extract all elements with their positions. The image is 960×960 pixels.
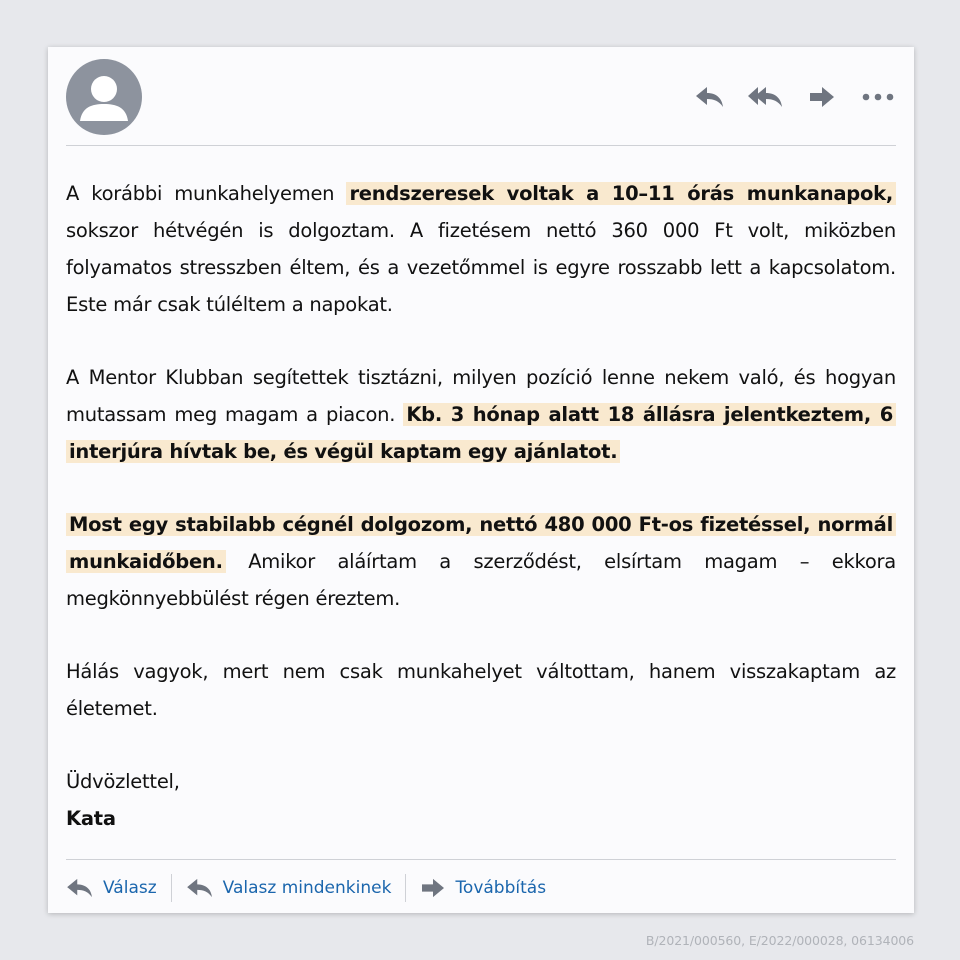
footer-actions — [66, 873, 546, 903]
header-actions — [692, 81, 896, 113]
forward-icon[interactable] — [804, 81, 840, 113]
highlight: Most egy stabilabb cégnél dolgozom, nettó 480 000 Ft-os fizetéssel, normál munkaidőben. — [66, 513, 896, 573]
paragraph-4: Hálás vagyok, mert nem csak munkahelyet váltottam, hanem visszakaptam az életemet. — [66, 660, 896, 720]
highlight: rendszeresek voltak a 10–11 órás munkanapok, — [346, 182, 896, 205]
forward-icon — [420, 877, 446, 899]
header-divider — [66, 145, 896, 146]
greeting: Üdvözlettel, — [66, 770, 180, 793]
reply-icon — [66, 877, 94, 899]
email-card — [48, 47, 914, 913]
default-user-avatar-icon — [66, 59, 142, 135]
more-options-icon[interactable] — [860, 81, 896, 113]
reply-icon — [186, 877, 214, 899]
paragraph-3 — [66, 506, 896, 617]
reply-icon[interactable] — [692, 81, 728, 113]
forward-label: Továbbítás — [455, 878, 547, 898]
reply-all-icon[interactable] — [748, 81, 784, 113]
reply-button[interactable] — [66, 877, 157, 899]
reply-all-label: Valasz mindenkinek — [222, 878, 392, 898]
message-body — [66, 175, 896, 837]
text: A korábbi munkahelyemen — [66, 182, 347, 205]
paragraph-2 — [66, 359, 896, 470]
paragraph-1 — [66, 175, 896, 323]
text: sokszor hétvégén is dolgoztam. A fizetésem nettó 360 000 Ft volt, miközben folyamatos stresszben éltem, és a vezetőmmel is egyre rosszabb lett a kapcsolatom. Este már csak túléltem a napokat. — [66, 219, 896, 316]
text: Amikor aláírtam a szerződést, elsírtam magam – ekkora megkönnyebbülést régen éreztem. — [66, 550, 896, 610]
signature: Kata — [66, 807, 116, 830]
reply-all-button[interactable] — [186, 877, 392, 899]
forward-button[interactable] — [420, 877, 546, 899]
highlight: Kb. 3 hónap alatt 18 állásra jelentkeztem, 6 interjúra hívtak be, és végül kaptam egy ajánlatot. — [66, 403, 896, 463]
footer-separator — [405, 874, 406, 902]
footer-separator — [171, 874, 172, 902]
reference-number: B/2021/000560, E/2022/000028, 06134006 — [645, 933, 914, 948]
footer-divider — [66, 859, 896, 860]
text: A Mentor Klubban segítettek tisztázni, milyen pozíció lenne nekem való, és hogyan mutassam meg magam a piacon. — [66, 366, 896, 426]
reply-label: Válasz — [103, 878, 157, 898]
